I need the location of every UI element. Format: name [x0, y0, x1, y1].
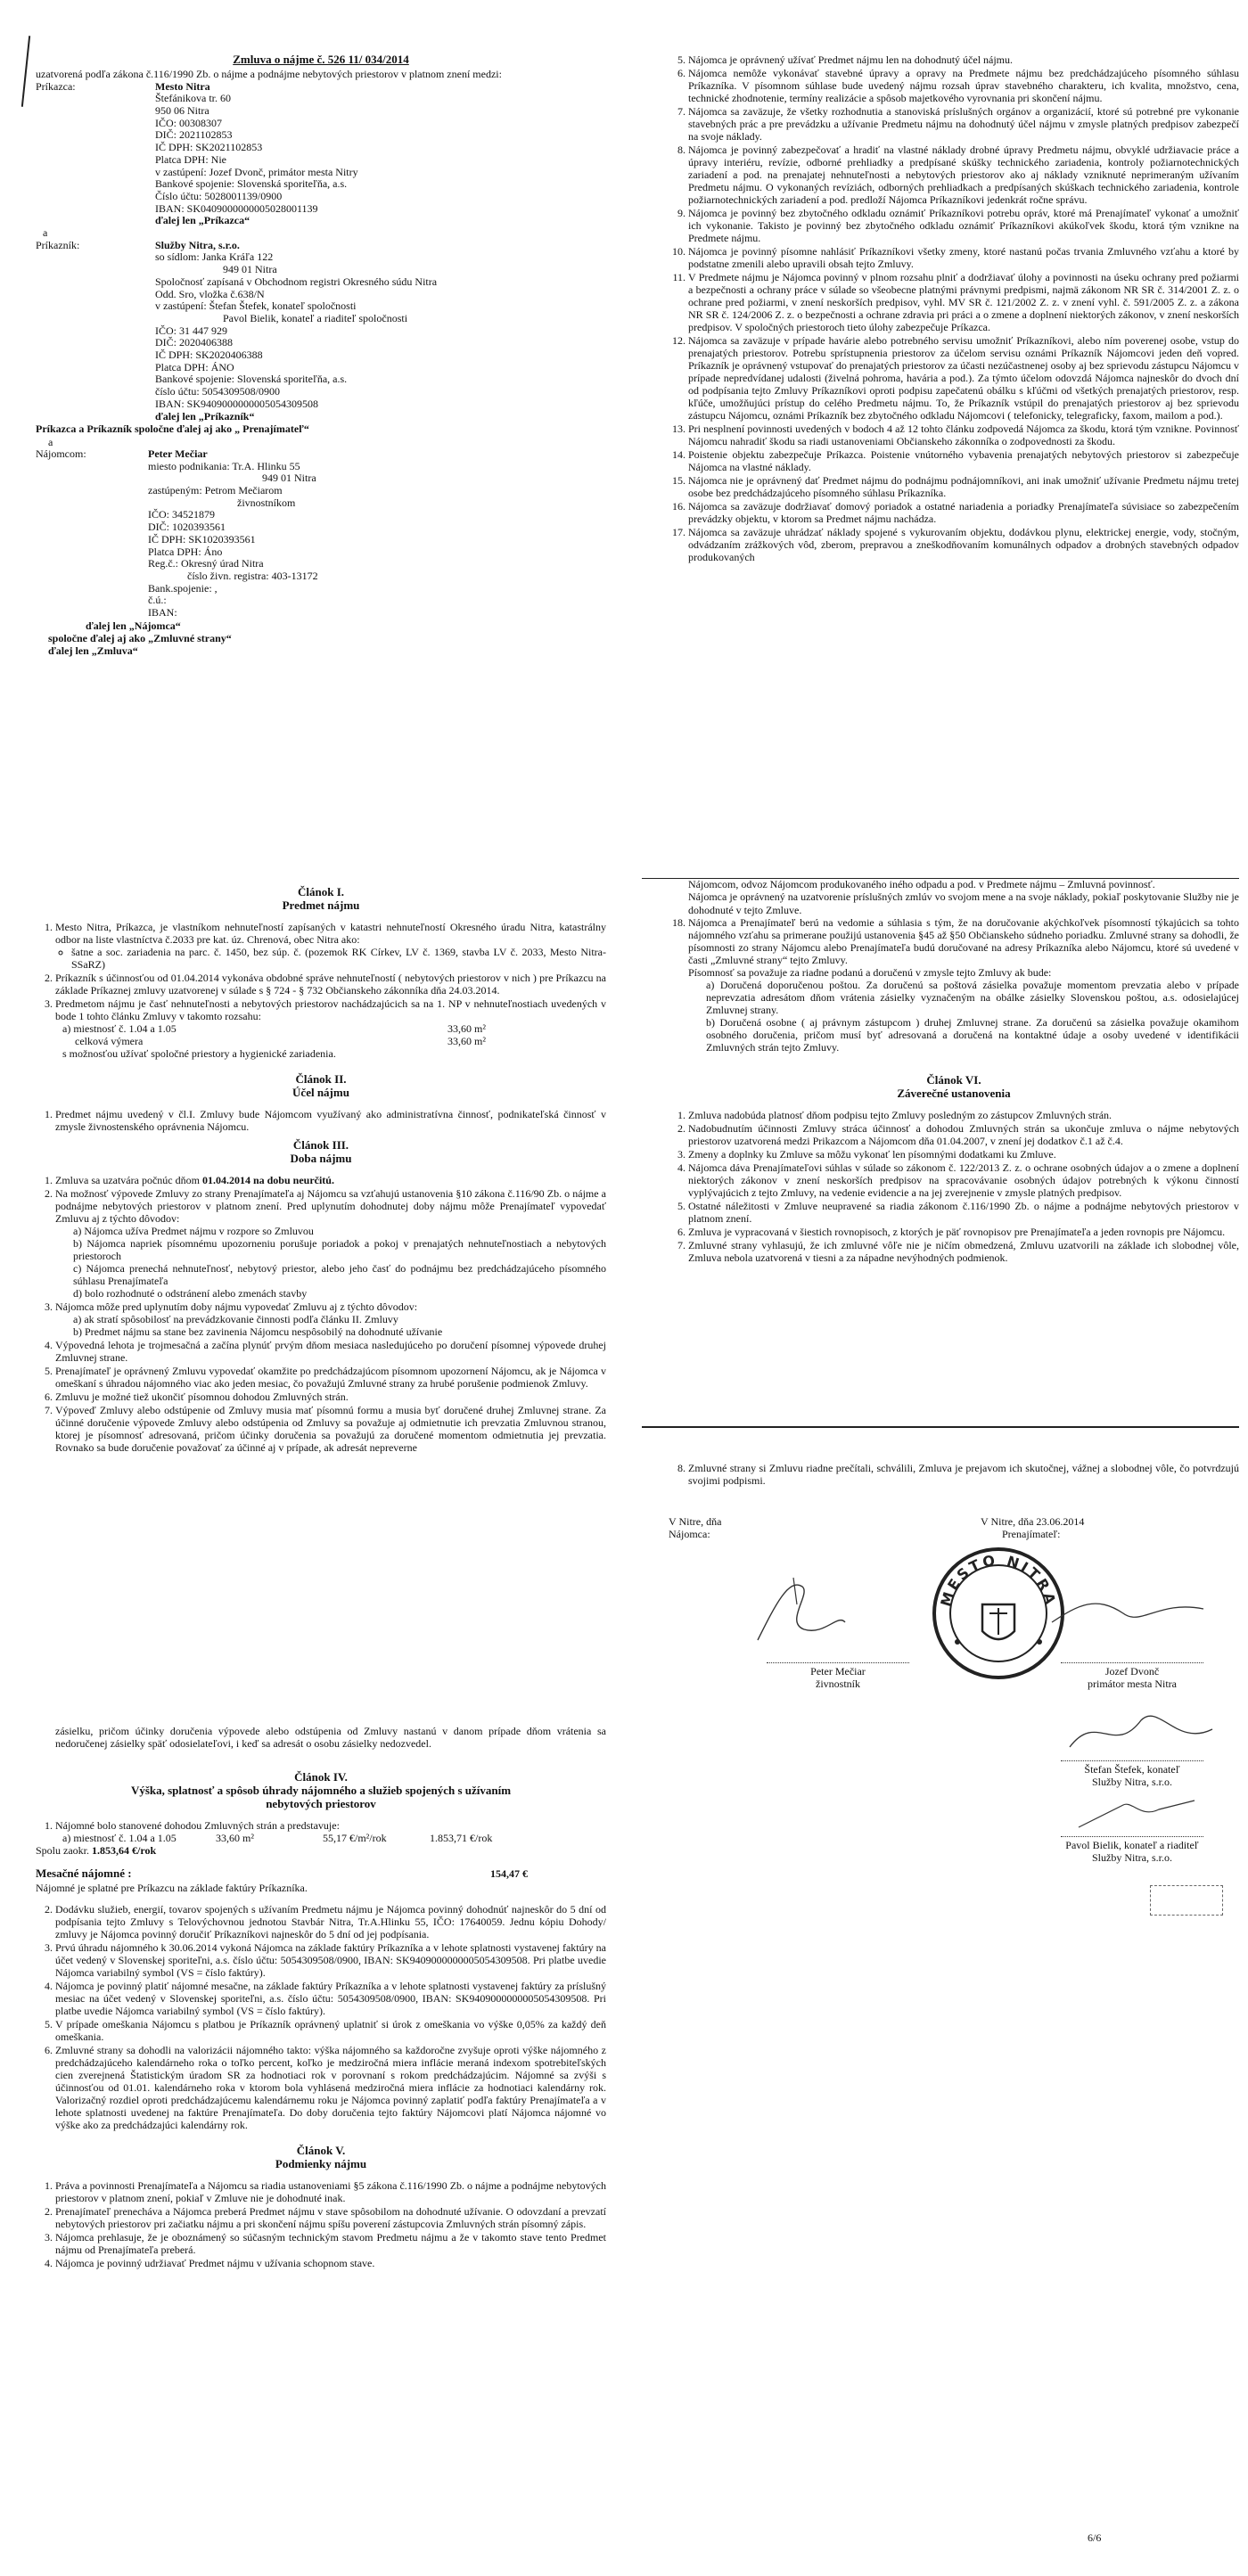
- prikaznik-line: IČO: 31 447 929: [155, 324, 227, 337]
- zmluva-alias: ďalej len „Zmluva“: [48, 644, 138, 658]
- article-6-list: [669, 1109, 1239, 1264]
- list-item: 15. Nájomca nie je oprávnený dať Predmet nájmu do podnájmu podnájomníkovi, ani inak umožniť užívanie Predmetu nájmu tretej osobe bez predchádzajúceho písomného súhlasu Príkazníka.: [688, 474, 1239, 499]
- list-item: 6. Nájomca nemôže vykonávať stavebné úpravy a opravy na Predmete nájmu bez predchádzajúceho písomného súhlasu Príkazníka. V písomnom súhlase bude uvedený nájmu rozsah úprav stavebného charakteru, ich kvalita, množstvo, cena, technické zhodnotenie, termíny realizácie a spôsob majetkového vyrovnania pri skončení nájmu.: [688, 67, 1239, 104]
- list-item: 6. Zmluvné strany sa dohodli na valorizácii nájomného takto: výška nájomného sa každoročne zvyšuje oproti výške nájomného z predchádzajúceho kalendárneho roka o toľko percent, koľko je medziročná miera inflácie meraná indexom spotrebiteľských cien zverejnená Štatistickým úradom SR za hodnotiaci rok v porovnaní s rokom predchádzajúcim. Nájomné sa zvýši s účinnosťou od 01.01. kalendárneho roka v ktorom bola vyhlásená medziročná miera inflácie za hodnotiaci kalendárny rok. Valorizačný rozdiel oproti predchádzajúcemu kalendárnemu roku je Nájomca povinný zaplatiť podľa faktúry Prenajímateľa a v lehote splatnosti uvedenej na faktúre Prenajímateľa. Do doby doručenia tejto faktúry Nájomcovi platí Nájomca nájomné vo výške ako za predchádzajúci kalendárny rok.: [55, 2044, 606, 2131]
- prikaznik-line: Spoločnosť zapísaná v Obchodnom registri Okresného súdu Nitra: [155, 275, 438, 288]
- shared-spaces-text: s možnosťou užívať spoločné priestory a hygienické zariadenia.: [62, 1047, 336, 1060]
- list-item: 1. Mesto Nitra, Príkazca, je vlastníkom nehnuteľností zapísaných v katastri nehnuteľností Okresného úradu Nitra, katastrálny odbor na liste vlastníctva č.2033 pre kat. úz. Chrenová, obec Nitra ako: ◦ šatne a soc. zariadenia na parc. č. 1450, bez súp. č. (pozemok RK Církev, LV č. 1369, stavba LV č. 2033, Mesto Nitra-SSaRZ): [55, 921, 606, 971]
- monthly-rent-label: Mesačné nájomné :: [36, 1866, 132, 1880]
- and-text: a: [43, 226, 48, 240]
- article-3-number: Článok III.: [292, 1138, 349, 1152]
- article-3-title: Doba nájmu: [290, 1152, 352, 1165]
- svg-text:MESTO NITRA: MESTO NITRA: [937, 1551, 1060, 1609]
- najomca-line: DIČ: 1020393561: [148, 521, 226, 534]
- article-6-number: Článok VI.: [926, 1072, 981, 1087]
- list-item: ◦ šatne a soc. zariadenia na parc. č. 1450, bez súp. č. (pozemok RK Církev, LV č. 1369, stavba LV č. 2033, Mesto Nitra-SSaRZ): [71, 946, 606, 971]
- continuation-text: zásielku, pričom účinky doručenia výpovede alebo odstúpenia od Zmluvy nastanú v danom prípade dňom vrátenia sa nedoručenej zásielky späť odosielateľovi, i keď sa adresát o osobu zásielky nedozvedel.: [55, 1725, 606, 1751]
- najomca-line: zastúpeným: Petrom Mečiarom: [148, 483, 283, 496]
- najomca-line: č.ú.:: [148, 594, 167, 607]
- list-item: 4. Nájomca je povinný platiť nájomné mesačne, na základe faktúry Príkazníka a v lehote splatnosti vystavenej faktúry za príslušný mesiac na účet vedený v Slovenskej sporiteľni, a.s. číslo účtu: 5054309508/0900, IBAN: SK9409000000005054309508. Pri platbe uvedie Nájomca variabilný symbol (VS = číslo faktúry).: [55, 1980, 606, 2017]
- list-item: 7. Nájomca sa zaväzuje, že všetky rozhodnutia a stanoviská príslušných orgánov a organizácií, ktoré sú potrebné pre vykonanie stavebných prác a pre prevádzku a užívanie Predmetu nájmu na dohodnutý účel nájmu v zmysle platných predpisov zabezpečí na svoje náklady.: [688, 105, 1239, 143]
- prikazca-line: Štefánikova tr. 60: [155, 92, 231, 105]
- article-4-title-2: nebytových priestorov: [266, 1796, 376, 1810]
- prikaznik-line: Odd. Sro, vložka č.638/N: [155, 287, 265, 300]
- prikaznik-line: Služby Nitra, s.r.o.: [155, 238, 240, 251]
- signature-scribble: [740, 1551, 865, 1658]
- rent-area: 33,60 m²: [216, 1831, 254, 1844]
- contract-title: Zmluva o nájme č. 526 11/ 034/2014: [233, 53, 409, 66]
- article-2-number: Článok II.: [295, 1072, 347, 1086]
- page-number: 6/6: [1088, 2531, 1102, 2544]
- najomca-line: IBAN:: [148, 606, 177, 619]
- list-item: 16. Nájomca sa zaväzuje dodržiavať domový poriadok a ostatné nariadenia a poriadky Prenajímateľa súvisiace so zabezpečením prevádzky objektu, v ktorom sa Predmet nájmu nachádza.: [688, 500, 1239, 525]
- prikaznik-line: IČ DPH: SK2020406388: [155, 349, 263, 362]
- article-5-number: Článok V.: [296, 2143, 346, 2157]
- article-4-list: [36, 1819, 606, 2131]
- signature-line: [1061, 1760, 1203, 1761]
- list-item: 2. Prenajímateľ prenecháva a Nájomca preberá Predmet nájmu v stave spôsobilom na dohodnuté užívanie. O odovzdaní a prevzatí nebytových priestorov pri začiatku nájmu a pri skončení nájmu spíšu poverení zástupcovia Zmluvných strán písomný zápis.: [55, 2205, 606, 2230]
- prikaznik-label: Príkazník:: [36, 238, 80, 251]
- left-place-date: V Nitre, dňa: [669, 1515, 722, 1528]
- list-item: a) ak stratí spôsobilosť na prevádzkovanie činnosti podľa článku II. Zmluvy: [73, 1313, 398, 1325]
- prikazca-line: IBAN: SK0409000000005028001139: [155, 201, 318, 215]
- article-4-number: Článok IV.: [294, 1769, 348, 1784]
- contract-intro: uzatvorená podľa zákona č.116/1990 Zb. o nájme a podnájme nebytových priestorov v platnom znení medzi:: [36, 68, 502, 81]
- article-6-list-end: [669, 1462, 1239, 1487]
- list-item: 10. Nájomca je povinný písomne nahlásiť Príkazníkovi všetky zmeny, ktoré nastanú počas trvania Zmluvného vzťahu a ktoré by podstatne zmenili alebo upravili obsah tejto Zmluvy.: [688, 245, 1239, 270]
- prikazca-line: Platca DPH: Nie: [155, 152, 226, 166]
- najomca-line: Reg.č.: Okresný úrad Nitra: [148, 557, 264, 570]
- sheet-divider: [642, 1426, 1239, 1428]
- list-item: 6. Zmluvu je možné tiež ukončiť písomnou dohodou Zmluvných strán.: [55, 1391, 606, 1403]
- list-item: b) Nájomca napriek písomnému upozorneniu porušuje poriadok a pokoj v prenajatých nehnuteľnostiach a nebytových priestoroch: [73, 1237, 606, 1262]
- continuation-text: Nájomcom, odvoz Nájomcom produkovaného iného odpadu a pod. v Predmete nájmu – Zmluvná povinnosť.: [688, 878, 1155, 890]
- rent-rate: 55,17 €/m²/rok: [323, 1831, 387, 1844]
- prikaznik-line: ďalej len „Príkazník“: [155, 409, 255, 422]
- signer-role: primátor mesta Nitra: [1088, 1678, 1177, 1690]
- prikazca-line: DIČ: 2021102853: [155, 128, 233, 142]
- article-5-list-end: [669, 916, 1239, 1054]
- prikaznik-line: IBAN: SK9409000000005054309508: [155, 397, 319, 410]
- list-item: d) bolo rozhodnuté o odstránení alebo zmenách stavby: [73, 1287, 308, 1300]
- signature-line: [1061, 1662, 1203, 1663]
- article-2-list: [36, 1108, 606, 1133]
- prikaznik-line: 949 01 Nitra: [223, 263, 277, 276]
- prikazca-line: Číslo účtu: 5028001139/0900: [155, 189, 283, 202]
- signer-role: živnostník: [816, 1678, 860, 1690]
- prikazca-line: Bankové spojenie: Slovenská sporiteľňa, a.s.: [155, 177, 348, 191]
- left-role: Nájomca:: [669, 1528, 710, 1540]
- list-item: 5. V prípade omeškania Nájomcu s platbou je Príkazník oprávnený uplatniť si úrok z omeškania vo výške 0,05% za každý deň omeškania.: [55, 2018, 606, 2043]
- najomca-line: Peter Mečiar: [148, 447, 208, 460]
- signature-scribble: [1061, 1792, 1221, 1836]
- page-6: [669, 1462, 1239, 2576]
- list-item: 18. Nájomca a Prenajímateľ berú na vedomie a súhlasia s tým, že na doručovanie akýchkoľvek písomností týkajúcich sa tohto nájomného vzťahu sa primerane použijú ustanovenia §45 až §50 Občianskeho súdneho poriadku. Zmluvné strany sa dohodli, že písomnosti zo strany Nájomcu alebo Prenajímateľa budú doručované na adresy Príkazníka alebo Nájomcu, ktoré sú uvedené v časti „Zmluvné strany“ tejto Zmluvy. Písomnosť sa považuje za riadne podanú a doručenú v zmysle tejto Zmluvy ak bude: a) Doručená doporučenou poštou. Za doručenú sa poštová zásielka považuje momentom prevzatia alebo v prípade neprevzatia adresátom dňom vrátenia zásielky vyznačeným na obálke zásielky Slovenskou poštou, a.s. odosielajúcej Zmluvnej strany. b) Doručená osobne ( aj právnym zástupcom ) druhej Zmluvnej strane. Za doručenú sa zásielka považuje okamihom osobného doručenia, pričom musí byť adresovaná a doručená na kontaktné údaje a osoby uvedené v identifikácii Zmluvných strán tejto Zmluvy.: [688, 916, 1239, 1054]
- najomca-label: Nájomcom:: [36, 447, 86, 460]
- najomca-alias: ďalej len „Nájomca“: [86, 619, 181, 632]
- list-item: 1. Zmluva sa uzatvára počnúc dňom 01.04.2014 na dobu neurčitú.: [55, 1174, 606, 1186]
- list-item: 5. Nájomca je oprávnený užívať Predmet nájmu len na dohodnutý účel nájmu.: [688, 53, 1239, 66]
- article-1-number: Článok I.: [297, 885, 345, 898]
- list-item: 3. Nájomca prehlasuje, že je oboznámený so súčasným technickým stavom Predmetu nájmu a že v takomto stave tento Predmet nájmu od Prenajímateľa preberá.: [55, 2231, 606, 2256]
- list-item: 3. Prvú úhradu nájomného k 30.06.2014 vykoná Nájomca na základe faktúry Príkazníka a v lehote splatnosti vystavenej faktúry na účet vedený v Slovenskej sporiteľni, a.s. číslo účtu: 5054309508/0900, IBAN: SK9409000000005054309508. Pri platbe uvedie Nájomca variabilný symbol (VS = číslo faktúry).: [55, 1941, 606, 1979]
- najomca-line: Platca DPH: Áno: [148, 545, 223, 558]
- continuation-text: Nájomca je oprávnený na uzatvorenie príslušných zmlúv vo svojom mene a na svoje náklady, pokiaľ poskytovanie Služby nie je dohodnuté v tejto Zmluve.: [688, 890, 1239, 916]
- najomca-line: živnostníkom: [237, 496, 296, 509]
- prikazca-line: ďalej len „Príkazca“: [155, 214, 250, 227]
- list-item: 7. Výpoveď Zmluvy alebo odstúpenie od Zmluvy musia mať písomnú formu a musia byť doručené druhej Zmluvnej strane. Za účinné doručenie výpovede Zmluvy alebo odstúpenia od Zmluvy sa považuje aj odmietnutie ich prevzatia Zmluvnou stranou, ktorej je písomnosť adresovaná, pričom účinky doručenia sa považujú za doručené momentom odmietnutia jej prevzatia. Rovnako sa bude doručenie považovať za účinné aj v prípade, ak adresát nepreverne: [55, 1404, 606, 1454]
- page-2: [36, 878, 606, 1698]
- najomca-line: 949 01 Nitra: [262, 472, 316, 485]
- list-item: 4. Nájomca je povinný udržiavať Predmet nájmu v užívania schopnom stave.: [55, 2257, 606, 2269]
- list-item: 2. Nadobudnutím účinnosti Zmluvy stráca účinnosť a dohodou Zmluvných strán sa ukončuje zmluva o nájme nebytových priestorov uzatvorená medzi Prikazcom a Nájomcom dňa 01.04.2007, v znení jej dodatkov č.1 až č.4.: [688, 1122, 1239, 1147]
- monthly-rent: 154,47 €: [490, 1866, 528, 1880]
- list-item: b) Doručená osobne ( aj právnym zástupcom ) druhej Zmluvnej strane. Za doručenú sa zásielka považuje okamihom osobného doručenia, pričom musí byť adresovaná a doručená na kontaktné údaje a osoby uvedené v identifikácii Zmluvných strán tejto Zmluvy.: [706, 1015, 1239, 1054]
- prikazca-block: [36, 81, 437, 423]
- najomca-block: [36, 448, 318, 619]
- prikaznik-line: Pavol Bielik, konateľ a riaditeľ spoločnosti: [223, 311, 408, 324]
- list-item: 1. Predmet nájmu uvedený v čl.I. Zmluvy bude Nájomcom využívaný ako administratívna činnosť, podnikateľská činnosť v zmysle živnostenského oprávnenia Nájomcu.: [55, 1108, 606, 1133]
- total-area: 33,60 m²: [447, 1035, 486, 1047]
- prikazca-line: v zastúpení: Jozef Dvonč, primátor mesta Nitry: [155, 165, 358, 178]
- list-item: 1. Zmluva nadobúda platnosť dňom podpisu tejto Zmluvy posledným zo zástupcov Zmluvných strán.: [688, 1109, 1239, 1121]
- list-item: 1. Nájomné bolo stanovené dohodou Zmluvných strán a predstavuje: a) miestnosť č. 1.04 a 1.05 33,60 m² 55,17 €/m²/rok 1.853,71 €/rok Spolu zaokr. 1.853,64 €/rok Mesačné nájomné : 154,47 € Nájomné je splatné pre Príkazcu na základe faktúry Príkazníka.: [55, 1819, 606, 1894]
- article-5-title: Podmienky nájmu: [275, 2156, 367, 2170]
- article-4-title: Výška, splatnosť a spôsob úhrady nájomného a služieb spojených s užívaním: [130, 1783, 512, 1797]
- signature-scribble: [1043, 1587, 1221, 1640]
- list-item: 4. Výpovedná lehota je trojmesačná a začína plynúť prvým dňom mesiaca nasledujúceho po doručení písomnej výpovede druhej Zmluvnej strane.: [55, 1339, 606, 1364]
- list-item: 12. Nájomca sa zaväzuje v prípade havárie alebo potrebného servisu umožniť Príkazníkovi, alebo ním poverenej osobe, vstup do prenajatých priestorov. Potrebu sprístupnenia priestorov za účelom servisu oznámi Príkazník Nájomcovi jeden deň vopred. Príkazník je oprávnený vstupovať do prenajatých priestorov za účasti nezúčastnenej osoby aj bez sprievodu zástupcu Nájomcu v prípade nepredvídanej udalosti (živelná pohroma, havária a pod.). Za týmto účelom odovzdá Nájomca najneskôr do dvoch dní od podpísania tejto Zmluvy Príkazníkovi oproti podpisu zapečatenú obálku s kľúčmi od všetkých prenajatých priestorov, resp. kľúče, umožňujúci prístup do celého Predmetu nájmu. To, že Príkazník vstúpil do prenajatých priestorov aj bez sprievodu zástupcu Nájomcu, oznámi Príkazník bez zbytočného odkladu Nájomcovi ( telefonicky, telegraficky, faxom, mailom a pod.).: [688, 334, 1239, 422]
- list-item: 14. Poistenie objektu zabezpečuje Príkazca. Poistenie vnútorného vybavenia prenajatých nebytových priestorov si zabezpečuje Nájomca na vlastné náklady.: [688, 448, 1239, 473]
- najomca-line: Bank.spojenie: ,: [148, 581, 218, 595]
- list-item: 2. Na možnosť výpovede Zmluvy zo strany Prenajímateľa aj Nájomcu sa vzťahujú ustanovenia §10 zákona č.116/90 Zb. o nájme a podnájme nebytových priestorov v platnom znení. Pred uplynutím dohodnutej doby nájmu môže Prenajímateľ vypovedať Zmluvu aj z týchto dôvodov: a) Nájomca užíva Predmet nájmu v rozpore so Zmluvou b) Nájomca napriek písomnému upozorneniu porušuje poriadok a pokoj v prenajatých nehnuteľnostiach a nebytových priestoroch c) Nájomca prenechá nehnuteľnosť, nebytový priestor, alebo jeho časť do podnájmu bez predchádzajúceho písomného súhlasu Prenajímateľa d) bolo rozhodnuté o odstránení alebo zmenách stavby: [55, 1187, 606, 1300]
- list-item: 5. Prenajímateľ je oprávnený Zmluvu vypovedať okamžite po predchádzajúcom písomnom upozornení Nájomcu, ak je Nájomca v omeškaní s úhradou nájomného viac ako jeden mesiac, čo považujú Zmluvné strany za hrubé porušenie podmienok Zmluvy.: [55, 1365, 606, 1390]
- article-3-list: [36, 1174, 606, 1454]
- prikaznik-line: v zastúpení: Štefan Štefek, konateľ spoločnosti: [155, 299, 357, 313]
- rent-total: 1.853,71 €/rok: [430, 1831, 493, 1844]
- prikaznik-line: Bankové spojenie: Slovenská sporiteľňa, a.s.: [155, 373, 348, 386]
- prikaznik-line: číslo účtu: 5054309508/0900: [155, 385, 280, 398]
- room-area: 33,60 m²: [447, 1022, 486, 1035]
- list-item: 1. Práva a povinnosti Prenajímateľa a Nájomcu sa riadia ustanoveniami §5 zákona č.116/1990 Zb. o nájme a podnájme nebytových priestorov v platnom znení, pokiaľ v Zmluve nie je dohodnuté inak.: [55, 2179, 606, 2204]
- list-item: 8. Nájomca je povinný zabezpečovať a hradiť na vlastné náklady drobné úpravy Predmetu nájmu, obvyklé udržiavacie práce a úpravy interiéru, revízie, odborné prehliadky a predpísané skúšky technického zariadenia, kontroly požiarnotechnických zariadení a pod. na prenajatej nehnuteľnosti a nebytových priestorov ako aj náklady vzniknuté neprimeraným užívaním Predmetu nájmu. O vykonaných revíziách, odborných prehliadkach a predpísaných skúškach technického zariadenia, kontrole požiarnotechnických zariadení a pod. predloží Nájomca Príkazníkovi jedenkrát ročne správu.: [688, 144, 1239, 206]
- signature-scribble: [1052, 1702, 1230, 1765]
- signer-name: Jozef Dvonč: [1104, 1665, 1160, 1678]
- list-item: 2. Dodávku služieb, energií, tovarov spojených s užívaním Predmetu nájmu je Nájomca povinný dohodnúť najneskôr do 5 dní od podpísania tejto Zmluvy s Telovýchovnou jednotou Stavbár Nitra, Tr.A.Hlinku 55, IČO: 17640059. Jednu kópiu Dohody/ zmluvy je Nájomca povinný doručiť Príkazníkovi najneskôr do 5 dní od jej podpísania.: [55, 1903, 606, 1940]
- signature-line: [767, 1662, 909, 1663]
- list-item: c) Nájomca prenechá nehnuteľnosť, nebytový priestor, alebo jeho časť do podnájmu bez predchádzajúceho písomného súhlasu Prenajímateľa: [73, 1262, 606, 1287]
- prikazca-line: 950 06 Nitra: [155, 104, 209, 117]
- page-5: [669, 878, 1239, 1422]
- list-item: 3. Zmeny a doplnky ku Zmluve sa môžu vykonať len písomnými dodatkami ku Zmluve.: [688, 1148, 1239, 1161]
- signature-line: [1061, 1836, 1203, 1837]
- list-item: 7. Zmluvné strany vyhlasujú, že ich zmluvné vôľe nie je ničím obmedzená, Zmluvu uzatvorili na základe ich slobodnej vôle, Zmluva nebola uzatvorená v tiesni a za nápadne nevýhodných podmienok.: [688, 1239, 1239, 1264]
- list-item: 13. Pri nesplnení povinnosti uvedených v bodoch 4 až 12 tohto článku zodpovedá Nájomca za škodu, ktorá tým vznikne. Povinnosť Nájomcu nahradiť škodu sa riadi ustanoveniami Občianskeho zákonníka o zodpovednosti za škodu.: [688, 422, 1239, 447]
- list-item: 6. Zmluva je vypracovaná v šiestich rovnopisoch, z ktorých je päť rovnopisov pre Prenajímateľa a jeden rovnopis pre Nájomcu.: [688, 1226, 1239, 1238]
- list-item: 2. Príkazník s účinnosťou od 01.04.2014 vykonáva obdobné správe nehnuteľností ( nebytových priestorov v nich ) pre Príkazcu na základe Príkaznej zmluvy uzatvorenej v súlade s § 724 - § 732 Občianskeho zákonníka dňa 24.03.2014.: [55, 972, 606, 997]
- prikaznik-line: Platca DPH: ÁNO: [155, 360, 234, 373]
- right-role: Prenajímateľ:: [1002, 1528, 1061, 1540]
- list-item: 8. Zmluvné strany si Zmluvu riadne prečítali, schválili, Zmluva je prejavom ich skutočnej, vážnej a slobodnej vôle, čo potvrdzujú svojimi podpismi.: [688, 1462, 1239, 1487]
- prikazca-line: IČ DPH: SK2021102853: [155, 141, 263, 154]
- article-1-list: [36, 921, 606, 1060]
- prikazca-label: Príkazca:: [36, 79, 76, 93]
- right-place-date: V Nitre, dňa 23.06.2014: [981, 1515, 1085, 1528]
- prikazca-line: IČO: 00308307: [155, 116, 222, 129]
- pen-mark: [21, 36, 30, 107]
- delivery-intro: Písomnosť sa považuje za riadne podanú a doručenú v zmysle tejto Zmluvy ak bude:: [688, 965, 1052, 979]
- prikaznik-line: so sídlom: Janka Kráľa 122: [155, 250, 274, 264]
- page-1: [36, 53, 606, 838]
- list-item: a) Doručená doporučenou poštou. Za doručenú sa poštová zásielka považuje momentom prevzatia alebo v prípade neprevzatia adresátom dňom vrátenia zásielky vyznačeným na obálke zásielky Slovenskou poštou, a.s. odosielajúcej Zmluvnej strany.: [706, 978, 1239, 1016]
- list-item: 3. Nájomca môže pred uplynutím doby nájmu vypovedať Zmluvu aj z týchto dôvodov: a) ak stratí spôsobilosť na prevádzkovanie činnosti podľa článku II. Zmluvy b) Predmet nájmu sa stane bez zavinenia Nájomcu nespôsobilý na dohodnuté užívanie: [55, 1300, 606, 1338]
- najomca-line: IČO: 34521879: [148, 508, 215, 521]
- list-item: 17. Nájomca sa zaväzuje uhrádzať náklady spojené s vykurovaním objektu, dodávkou plynu, elektrickej energie, vody, stočným, odvádzaním zrážkových vôd, zberom, prepravou a zneškodňovaním komunálnych odpadov a drobných stavebných odpadov produkovaných: [688, 526, 1239, 563]
- monthly-rent-note: Nájomné je splatné pre Príkazcu na základe faktúry Príkazníka.: [36, 1881, 308, 1894]
- list-item: a) Nájomca užíva Predmet nájmu v rozpore so Zmluvou: [73, 1225, 314, 1237]
- room-label: a) miestnosť č. 1.04 a 1.05: [62, 1022, 177, 1035]
- list-item: 9. Nájomca je povinný bez zbytočného odkladu oznámiť Príkazníkovi potrebu opráv, ktoré má Prenajímateľ vykonať a umožniť ich vykonanie. Takisto je povinný bez zbytočného odkladu oznámiť Príkazníkovi akúkoľvek škodu, ktorá tým vznikne na Predmete nájmu.: [688, 207, 1239, 244]
- rent-sum-label: Spolu zaokr.: [36, 1843, 89, 1857]
- spolocne-text: Príkazca a Príkazník spoločne ďalej aj ako „ Prenajímateľ“: [36, 422, 309, 436]
- prikazca-line: Mesto Nitra: [155, 79, 210, 93]
- list-item: 4. Nájomca dáva Prenajímateľovi súhlas v súlade so zákonom č. 122/2013 Z. z. o ochrane osobných údajov a o zmene a doplnení niektorých zákonov v znení neskorších predpisov na spracovávanie osobných údajov potrebných k výkonu činností vyplývajúcich z tejto Zmluvy, na vedenie evidencie a na jej zverejnenie v zmysle platných predpisov.: [688, 1161, 1239, 1199]
- page-4: [669, 53, 1239, 838]
- page-3: [36, 1725, 606, 2572]
- signer-name: Peter Mečiar: [810, 1665, 866, 1678]
- rent-sum: 1.853,64 €/rok: [92, 1843, 157, 1857]
- list-item: b) Predmet nájmu sa stane bez zavinenia Nájomcu nespôsobilý na dohodnuté užívanie: [73, 1325, 443, 1338]
- zmluvne-strany-alias: spoločne ďalej aj ako „Zmluvné strany“: [48, 632, 232, 645]
- signer-name: Pavol Bielik, konateľ a riaditeľ: [1065, 1839, 1199, 1851]
- article-5-list-continued: [669, 53, 1239, 563]
- list-item: 3. Predmetom nájmu je časť nehnuteľnosti a nebytových priestorov nachádzajúcich sa na 1. NP v nehnuteľnostiach uvedených v bode 1 tohto článku Zmluvy v takomto rozsahu: a) miestnosť č. 1.04 a 1.05 33,60 m² celková výmera 33,60 m² s možnosťou užívať spoločné priestory a hygienické zariadenia.: [55, 997, 606, 1060]
- article-1-title: Predmet nájmu: [282, 898, 360, 912]
- najomca-line: IČ DPH: SK1020393561: [148, 532, 256, 546]
- rent-room: a) miestnosť č. 1.04 a 1.05: [62, 1831, 177, 1844]
- article-2-title: Účel nájmu: [292, 1086, 349, 1099]
- list-item: 11. V Predmete nájmu je Nájomca povinný v plnom rozsahu plniť a dodržiavať úlohy a povinnosti na úseku ochrany pred požiarmi a bezpečnosti a ochrany práce v súlade so všeobecne platnými právnymi predpismi, najmä zákonom NR SR č. 314/2001 Z. z. o ochrane pred požiarmi, v znení neskorších predpisov, vyhl. MV SR č. 121/2002 Z. z. v znení vyhl. č. 591/2005 Z. z. a zákona NR SR č. 124/2006 Z. z. o bezpečnosti a ochrane zdravia pri práci a o zmene a doplnení niektorých zákonov, v znení neskorších predpisov. V spoločných priestoroch tieto úlohy zabezpečuje Príkazca.: [688, 271, 1239, 333]
- najomca-line: číslo živn. registra: 403-13172: [187, 569, 318, 582]
- signer-role: Služby Nitra, s.r.o.: [1092, 1851, 1172, 1864]
- stamp-mark: [1150, 1885, 1223, 1916]
- signer-name: Štefan Štefek, konateľ: [1084, 1763, 1180, 1776]
- najomca-line: miesto podnikania: Tr.A. Hlinku 55: [148, 459, 300, 472]
- prikaznik-line: DIČ: 2020406388: [155, 336, 233, 349]
- total-area-label: celková výmera: [75, 1035, 144, 1047]
- article-6-title: Záverečné ustanovenia: [897, 1086, 1011, 1100]
- signer-role: Služby Nitra, s.r.o.: [1092, 1776, 1172, 1788]
- list-item: 5. Ostatné náležitosti v Zmluve neupravené sa riadia zákonom č.116/1990 Zb. o nájme a podnájme nebytových priestorov v platnom znení.: [688, 1200, 1239, 1225]
- and-text: a: [48, 435, 53, 448]
- article-5-list: [36, 2179, 606, 2269]
